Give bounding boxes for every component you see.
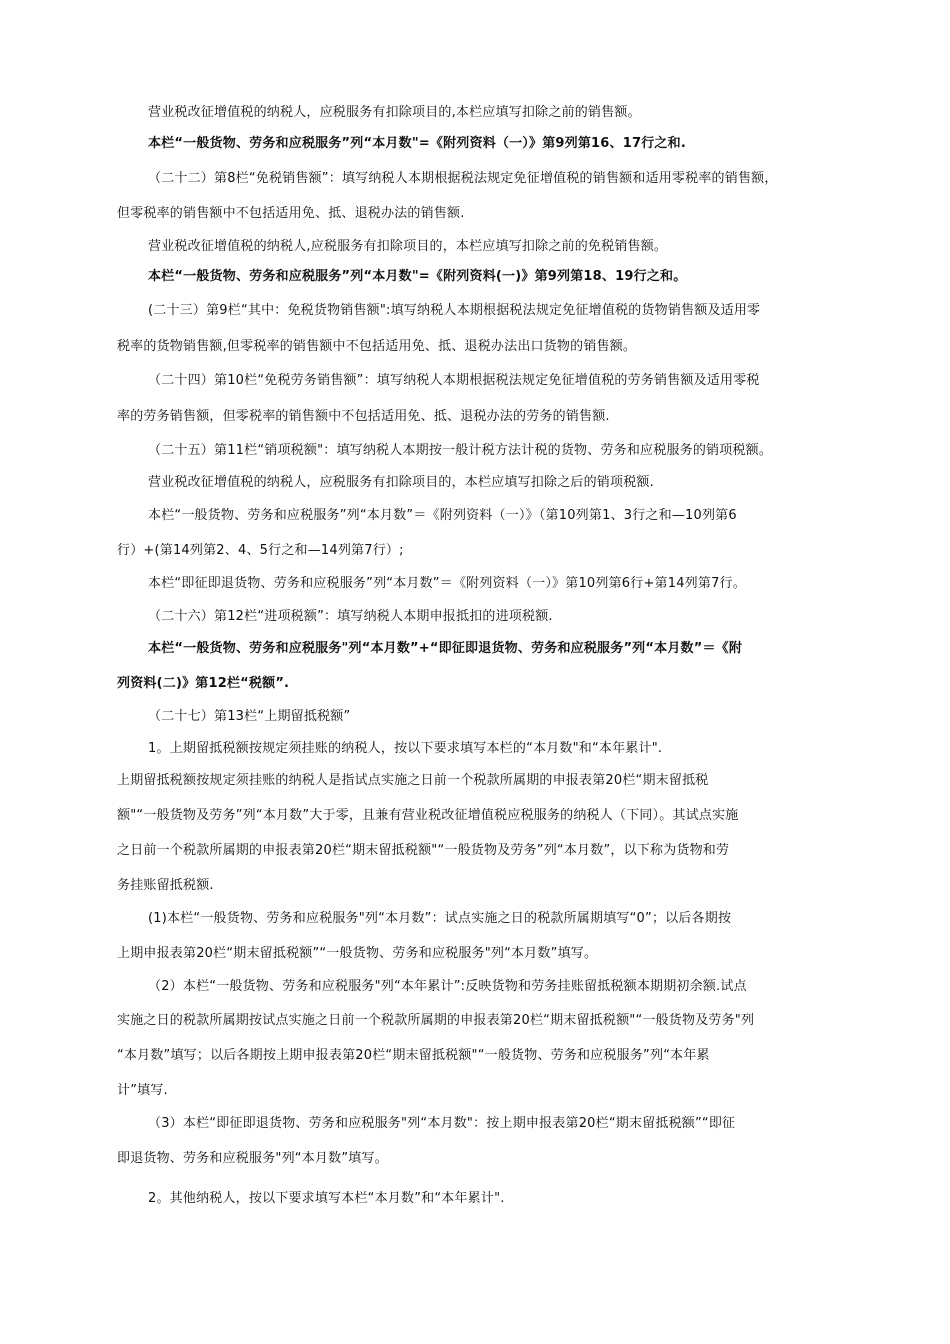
paragraph-line: (1)本栏“一般货物、劳务和应税服务"列“本月数”：试点实施之日的税款所属期填写“0”；以后各期按 xyxy=(148,911,732,926)
paragraph-line: （二十七）第13栏“上期留抵税额” xyxy=(148,709,351,724)
paragraph-line: 即退货物、劳务和应税服务"列“本月数”填写。 xyxy=(117,1151,388,1166)
paragraph-line: 营业税改征增值税的纳税人,应税服务有扣除项目的，本栏应填写扣除之前的免税销售额。 xyxy=(148,239,668,254)
paragraph-line: 务挂账留抵税额. xyxy=(117,878,214,893)
paragraph-line: （2）本栏“一般货物、劳务和应税服务"列“本年累计”:反映货物和劳务挂账留抵税额本期期初余额.试点 xyxy=(148,979,747,994)
paragraph-line: 1。上期留抵税额按规定须挂账的纳税人，按以下要求填写本栏的“本月数"和“本年累计". xyxy=(148,741,663,756)
paragraph-line: 税率的货物销售额,但零税率的销售额中不包括适用免、抵、退税办法出口货物的销售额。 xyxy=(117,339,637,354)
paragraph-line: 行）+(第14列第2、4、5行之和—14列第7行）; xyxy=(117,543,404,558)
paragraph-line: 营业税改征增值税的纳税人，应税服务有扣除项目的，本栏应填写扣除之后的销项税额. xyxy=(148,475,654,490)
paragraph-line: (二十三）第9栏“其中：免税货物销售额":填写纳税人本期根据税法规定免征增值税的货物销售额及适用零 xyxy=(148,303,761,318)
paragraph-line: 营业税改征增值税的纳税人，应税服务有扣除项目的,本栏应填写扣除之前的销售额。 xyxy=(148,105,641,120)
paragraph-line: 本栏“一般货物、劳务和应税服务”列“本月数”＝《附列资料（一）》（第10列第1、3行之和—10列第6 xyxy=(148,508,737,523)
paragraph-line: “本月数”填写；以后各期按上期申报表第20栏“期末留抵税额"“一般货物、劳务和应税服务”列“本年累 xyxy=(117,1048,710,1063)
paragraph-line: 上期申报表第20栏“期末留抵税额”“一般货物、劳务和应税服务"列“本月数”填写。 xyxy=(117,946,598,961)
paragraph-line: 上期留抵税额按规定须挂账的纳税人是指试点实施之日前一个税款所属期的申报表第20栏“期末留抵税 xyxy=(117,773,709,788)
paragraph-line: 列资料(二)》第12栏“税额”. xyxy=(117,676,290,691)
paragraph-line: 本栏“一般货物、劳务和应税服务”列“本月数"=《附列资料(一)》第9列第18、19行之和。 xyxy=(148,269,687,284)
paragraph-line: 之日前一个税款所属期的申报表第20栏“期末留抵税额"“一般货物及劳务”列“本月数”，以下称为货物和劳 xyxy=(117,843,730,858)
paragraph-line: 本栏“一般货物、劳务和应税服务"列“本月数”+“即征即退货物、劳务和应税服务”列“本月数”＝《附 xyxy=(148,641,743,656)
paragraph-line: 额"“一般货物及劳务”列“本月数”大于零，且兼有营业税改征增值税应税服务的纳税人（下同）。其试点实施 xyxy=(117,808,739,823)
paragraph-line: 但零税率的销售额中不包括适用免、抵、退税办法的销售额. xyxy=(117,206,465,221)
paragraph-line: （二十五）第11栏“销项税额"：填写纳税人本期按一般计税方法计税的货物、劳务和应税服务的销项税额。 xyxy=(148,443,773,458)
paragraph-line: （3）本栏“即征即退货物、劳务和应税服务"列“本月数"：按上期申报表第20栏“期末留抵税额”“即征 xyxy=(148,1116,736,1131)
paragraph-line: 本栏“一般货物、劳务和应税服务”列“本月数"=《附列资料（一）》第9列第16、17行之和. xyxy=(148,136,686,151)
paragraph-line: （二十六）第12栏“进项税额”：填写纳税人本期申报抵扣的进项税额. xyxy=(148,609,553,624)
paragraph-line: 本栏“即征即退货物、劳务和应税服务”列“本月数”＝《附列资料（一）》第10列第6行+第14列第7行。 xyxy=(148,576,746,591)
paragraph-line: 2。其他纳税人，按以下要求填写本栏“本月数”和“本年累计". xyxy=(148,1191,505,1206)
paragraph-line: 率的劳务销售额，但零税率的销售额中不包括适用免、抵、退税办法的劳务的销售额. xyxy=(117,409,610,424)
paragraph-line: （二十二）第8栏“免税销售额”：填写纳税人本期根据税法规定免征增值税的销售额和适用零税率的销售额， xyxy=(148,171,778,186)
paragraph-line: 实施之日的税款所属期按试点实施之日前一个税款所属期的申报表第20栏“期末留抵税额"“一般货物及劳务"列 xyxy=(117,1013,755,1028)
paragraph-line: 计”填写. xyxy=(117,1083,168,1098)
paragraph-line: （二十四）第10栏“免税劳务销售额”：填写纳税人本期根据税法规定免征增值税的劳务销售额及适用零税 xyxy=(148,373,760,388)
